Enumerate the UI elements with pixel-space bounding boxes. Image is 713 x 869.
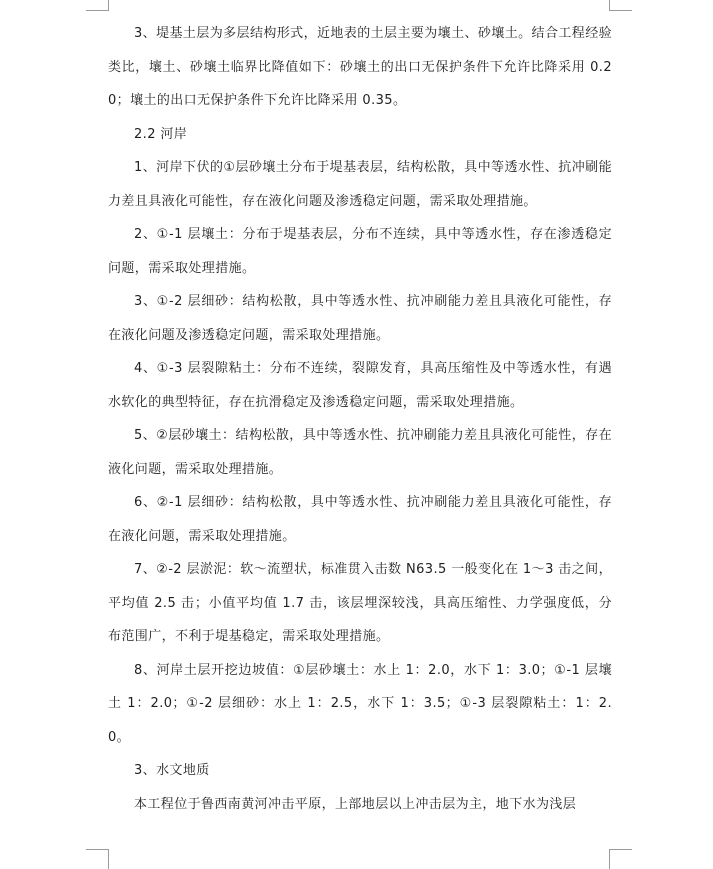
- paragraph-item-6: 6、②-1 层细砂：结构松散，具中等透水性、抗冲刷能力差且具液化可能性，存在液化问题，需采取处理措施。: [108, 495, 612, 544]
- section-heading-riverbank: 2.2 河岸: [134, 126, 188, 142]
- crop-mark-bottom-left: [86, 849, 109, 869]
- paragraph-item-4: 4、①-3 层裂隙粘土：分布不连续，裂隙发育，具高压缩性及中等透水性，有遇水软化的典型特征，存在抗滑稳定及渗透稳定问题，需采取处理措施。: [108, 361, 612, 410]
- section-heading-hydrogeology: 3、水文地质: [134, 763, 210, 778]
- paragraph-item-5: 5、②层砂壤土：结构松散，具中等透水性、抗冲刷能力差且具液化可能性，存在液化问题，需采取处理措施。: [108, 428, 612, 477]
- document-body: [108, 17, 612, 821]
- paragraph-item-7: 7、②-2 层淤泥：软～流塑状，标准贯入击数 N63.5 一般变化在 1～3 击之间，平均值 2.5 击；小值平均值 1.7 击，该层埋深较浅，具高压缩性、力学强度低，分布范围广，不利于堤基稳定，需采取处理措施。: [108, 562, 612, 644]
- crop-mark-bottom-right: [609, 849, 632, 869]
- crop-mark-top-left: [86, 0, 109, 11]
- paragraph-hydrogeology: 本工程位于鲁西南黄河冲击平原，上部地层以上冲击层为主，地下水为浅层: [134, 796, 577, 812]
- crop-mark-top-right: [609, 0, 632, 11]
- paragraph-item-1: 1、河岸下伏的①层砂壤土分布于堤基表层，结构松散，具中等透水性、抗冲刷能力差且具液化可能性，存在液化问题及渗透稳定问题，需采取处理措施。: [108, 160, 612, 209]
- paragraph-item-3: 3、①-2 层细砂：结构松散，具中等透水性、抗冲刷能力差且具液化可能性，存在液化问题及渗透稳定问题，需采取处理措施。: [108, 294, 612, 343]
- paragraph-seepage-gradient: 3、堤基土层为多层结构形式，近地表的土层主要为壤土、砂壤土。结合工程经验类比，壤土、砂壤土临界比降值如下：砂壤土的出口无保护条件下允许比降采用 0.20；壤土的出口无保护条件下允许比降采用 0.35。: [108, 26, 612, 108]
- paragraph-item-8: 8、河岸土层开挖边坡值：①层砂壤土：水上 1：2.0，水下 1：3.0；①-1 层壤土 1：2.0；①-2 层细砂：水上 1：2.5，水下 1：3.5；①-3 层裂隙粘土：1：2.0。: [108, 662, 612, 745]
- paragraph-item-2: 2、①-1 层壤土：分布于堤基表层，分布不连续，具中等透水性，存在渗透稳定问题，需采取处理措施。: [108, 227, 612, 276]
